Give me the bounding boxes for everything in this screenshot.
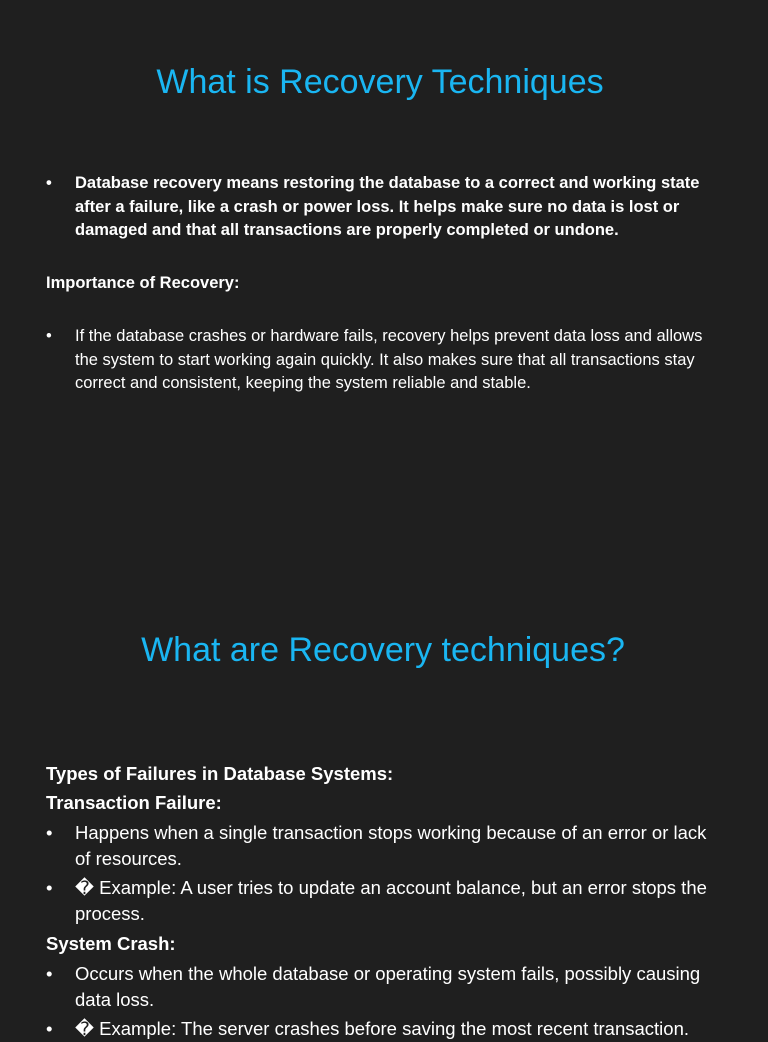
list-item (46, 820, 726, 872)
system-crash-heading: System Crash: (46, 933, 176, 954)
bullet-icon: • (46, 963, 53, 984)
types-heading: Types of Failures in Database Systems: (46, 763, 394, 784)
bullet-icon: • (46, 327, 52, 345)
list-item-text: � Example: A user tries to update an account balance, but an error stops the process. (75, 877, 707, 924)
list-item-text: � Example: The server crashes before saving the most recent transaction. (75, 1018, 689, 1039)
intro-bullet-item (46, 172, 726, 243)
list-item (46, 1016, 726, 1042)
slide-title: What is Recovery Techniques (156, 63, 604, 101)
importance-heading: Importance of Recovery: (46, 274, 240, 292)
list-item-text: Occurs when the whole database or operating system fails, possibly causing data loss. (75, 963, 701, 1010)
list-item-text: Happens when a single transaction stops working because of an error or lack of resources. (75, 822, 707, 869)
intro-bullet-text: Database recovery means restoring the database to a correct and working state after a failure, like a crash or power loss. It helps make sure no data is lost or damaged and that all transactions are properly completed or undone. (75, 174, 700, 239)
list-item (46, 875, 726, 927)
transaction-failure-heading: Transaction Failure: (46, 792, 222, 813)
importance-bullet-text: If the database crashes or hardware fails, recovery helps prevent data loss and allows the system to start working again quickly. It also makes sure that all transactions stay correct and consistent, keeping the system reliable and stable. (75, 327, 703, 392)
list-item (46, 961, 726, 1013)
bullet-icon: • (46, 822, 53, 843)
bullet-icon: • (46, 877, 53, 898)
bullet-icon: • (46, 174, 52, 192)
slide-title: What are Recovery techniques? (141, 631, 625, 669)
importance-bullet-item (46, 325, 726, 396)
bullet-icon: • (46, 1018, 53, 1039)
